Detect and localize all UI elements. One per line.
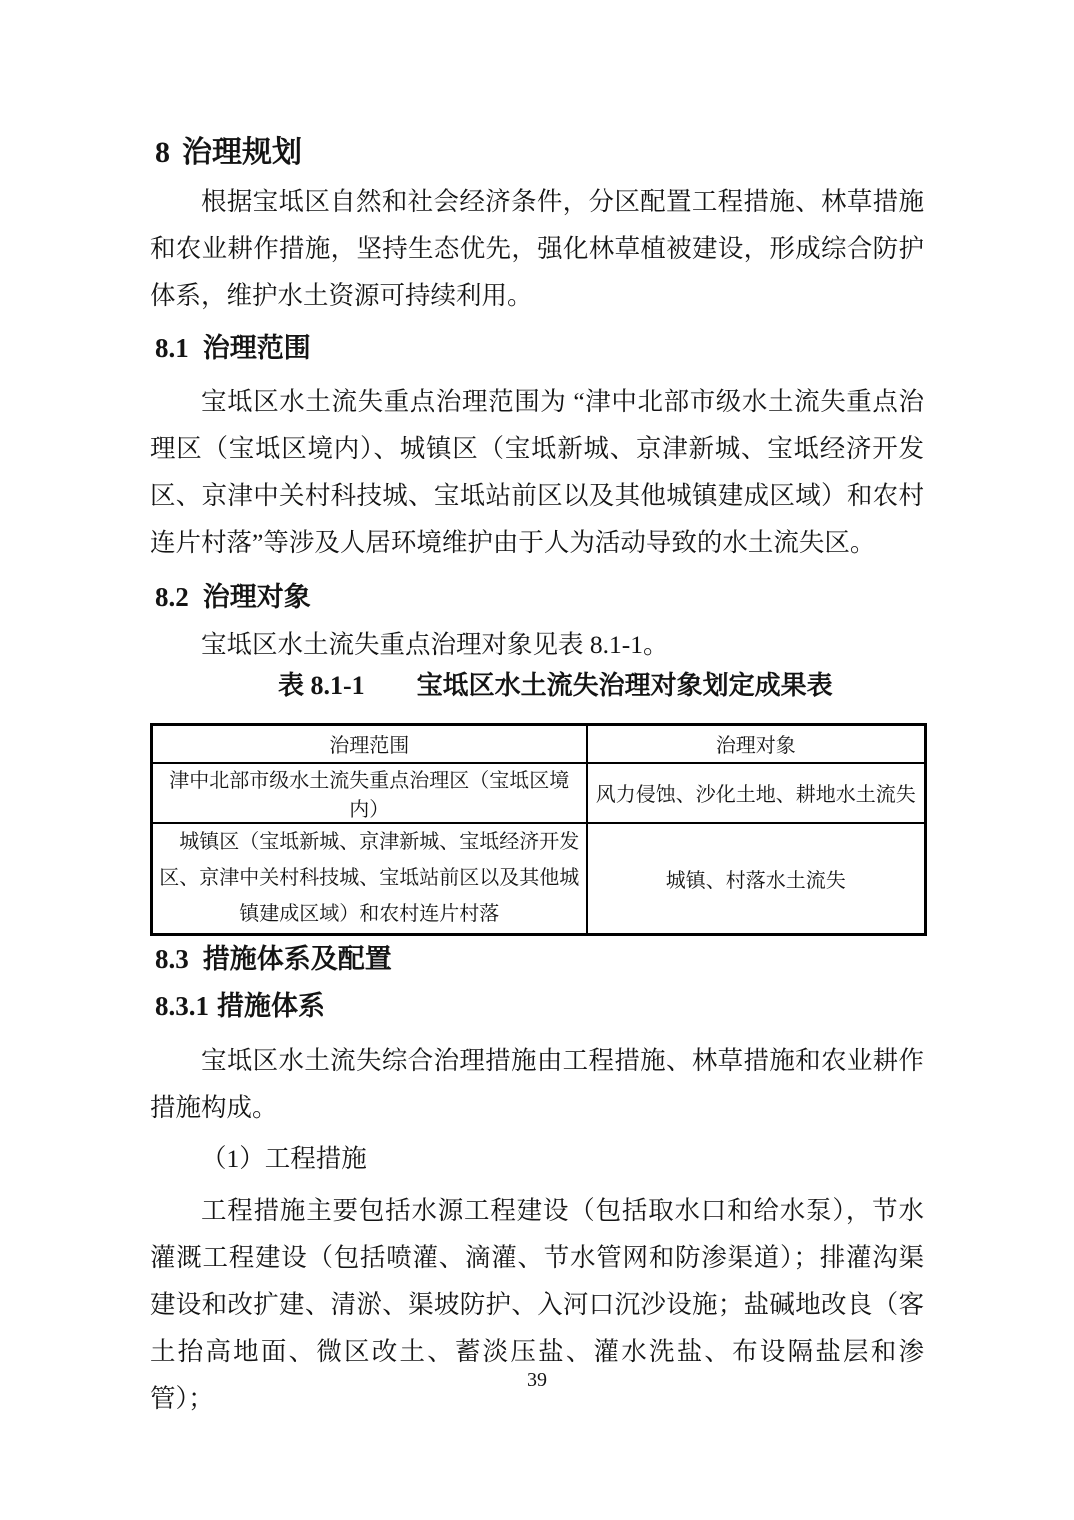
table-row <box>152 823 926 935</box>
section-heading-8-1 <box>150 325 924 372</box>
section-heading-8-3-1 <box>150 983 924 1030</box>
paragraph-item-1: （1）工程措施 <box>201 1144 367 1173</box>
paragraph-8-2: 宝坻区水土流失重点治理对象见表 8.1-1。 <box>201 630 669 659</box>
section-number: 8.1 <box>155 333 189 363</box>
section-number: 8.3 <box>155 944 189 974</box>
paragraph-intro: 根据宝坻区自然和社会经济条件，分区配置工程措施、林草措施和农业耕作措施，坚持生态优先，强化林草植被建设，形成综合防护体系，维护水土资源可持续利用。 <box>150 187 924 310</box>
table-cell-scope: 津中北部市级水土流失重点治理区（宝坻区境内） <box>152 763 587 823</box>
table-row <box>152 763 926 823</box>
paragraph-8-1: 宝坻区水土流失重点治理范围为 “津中北部市级水土流失重点治理区（宝坻区境内）、城镇区（宝坻新城、京津新城、宝坻经济开发区、京津中关村科技城、宝坻站前区以及其他城镇建成区域）和农村连片村落”等涉及人居环境维护由于人为活动导致的水土流失区。 <box>150 387 924 557</box>
table-cell-scope: 城镇区（宝坻新城、京津新城、宝坻经济开发区、京津中关村科技城、宝坻站前区以及其他城镇建成区域）和农村连片村落 <box>152 823 587 935</box>
chapter-number: 8 <box>155 136 170 169</box>
table-header-row <box>152 725 926 763</box>
section-number: 8.2 <box>155 582 189 612</box>
table-caption <box>150 662 924 709</box>
section-number: 8.3.1 <box>155 991 209 1021</box>
chapter-heading <box>150 129 924 176</box>
section-heading-8-3 <box>150 936 924 983</box>
table-caption-label: 表 8.1-1 <box>278 671 365 700</box>
section-title: 措施体系 <box>217 991 325 1021</box>
section-title: 治理范围 <box>202 333 311 363</box>
page-number: 39 <box>527 1369 547 1391</box>
chapter-title: 治理规划 <box>182 136 302 169</box>
table-header-scope: 治理范围 <box>152 725 587 763</box>
table-cell-object: 城镇、村落水土流失 <box>587 823 926 935</box>
paragraph-engineering-measures: 工程措施主要包括水源工程建设（包括取水口和给水泵），节水灌溉工程建设（包括喷灌、滴灌、节水管网和防渗渠道）；排灌沟渠建设和改扩建、清淤、渠坡防护、入河口沉沙设施；盐碱地改良（客土抬高地面、微区改土、蓄淡压盐、灌水洗盐、布设隔盐层和渗管）； <box>150 1196 924 1413</box>
section-title: 措施体系及配置 <box>202 944 392 974</box>
table-header-object: 治理对象 <box>587 725 926 763</box>
paragraph-8-3-1: 宝坻区水土流失综合治理措施由工程措施、林草措施和农业耕作措施构成。 <box>150 1046 924 1122</box>
page-content <box>150 0 924 1422</box>
treatment-objects-table <box>150 723 927 936</box>
section-title: 治理对象 <box>202 582 311 612</box>
table-cell-object: 风力侵蚀、沙化土地、耕地水土流失 <box>587 763 926 823</box>
table-caption-title: 宝坻区水土流失治理对象划定成果表 <box>416 671 833 700</box>
section-heading-8-2 <box>150 574 924 621</box>
